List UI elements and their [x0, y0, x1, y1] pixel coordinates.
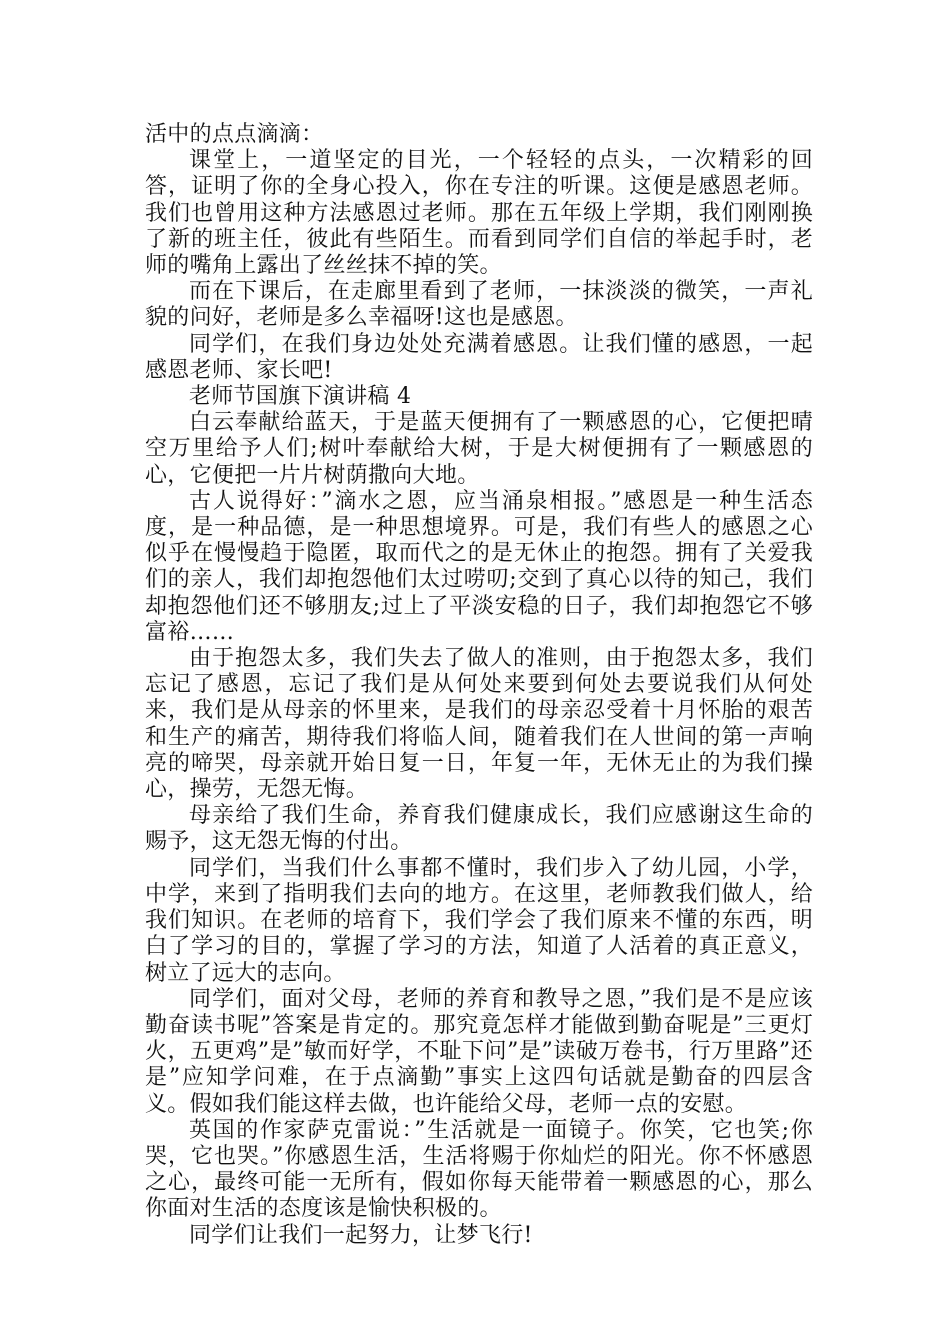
- paragraph: 而在下课后，在走廊里看到了老师，一抹淡淡的微笑，一声礼貌的问好，老师是多么幸福呀!这也是感恩。: [145, 279, 813, 331]
- paragraph: 课堂上，一道坚定的目光，一个轻轻的点头，一次精彩的回答，证明了你的全身心投入，你在专注的听课。这便是感恩老师。我们也曾用这种方法感恩过老师。那在五年级上学期，我们刚刚换了新的班主任，彼此有些陌生。而看到同学们自信的举起手时，老师的嘴角上露出了丝丝抹不掉的笑。: [145, 148, 813, 279]
- paragraph: 同学们，面对父母，老师的养育和教导之恩，”我们是不是应该勤奋读书呢”答案是肯定的。那究竟怎样才能做到勤奋呢是”三更灯火，五更鸡”是”敏而好学，不耻下问”是”读破万卷书，行万里路”还是”应知学问难，在于点滴勤”事实上这四句话就是勤奋的四层含义。假如我们能这样去做，也许能给父母，老师一点的安慰。: [145, 986, 813, 1117]
- paragraph: 同学们，当我们什么事都不懂时，我们步入了幼儿园，小学，中学，来到了指明我们去向的地方。在这里，老师教我们做人，给我们知识。在老师的培育下，我们学会了我们原来不懂的东西，明白了学习的目的，掌握了学习的方法，知道了人活着的真正意义，树立了远大的志向。: [145, 855, 813, 986]
- document-body: [145, 122, 813, 1249]
- paragraph: 由于抱怨太多，我们失去了做人的准则，由于抱怨太多，我们忘记了感恩，忘记了我们是从何处来要到何处去要说我们从何处来，我们是从母亲的怀里来，是我们的母亲忍受着十月怀胎的艰苦和生产的痛苦，期待我们将临人间，随着我们在人世间的第一声响亮的啼哭，母亲就开始日复一日，年复一年，无休无止的为我们操心，操劳，无怨无悔。: [145, 646, 813, 803]
- paragraph: 古人说得好：”滴水之恩，应当涌泉相报。”感恩是一种生活态度，是一种品德，是一种思想境界。可是，我们有些人的感恩之心似乎在慢慢趋于隐匿，取而代之的是无休止的抱怨。拥有了关爱我们的亲人，我们却抱怨他们太过唠叨;交到了真心以待的知己，我们却抱怨他们还不够朋友;过上了平淡安稳的日子，我们却抱怨它不够富裕……: [145, 488, 813, 645]
- section-heading: 老师节国旗下演讲稿 4: [189, 384, 412, 410]
- paragraph: 同学们让我们一起努力，让梦飞行!: [189, 1222, 533, 1248]
- paragraph: 英国的作家萨克雷说：”生活就是一面镜子。你笑，它也笑;你哭，它也哭。”你感恩生活，生活将赐于你灿烂的阳光。你不怀感恩之心，最终可能一无所有，假如你每天能带着一颗感恩的心，那么你面对生活的态度该是愉快积极的。: [145, 1117, 813, 1222]
- paragraph: 活中的点点滴滴：: [145, 122, 324, 147]
- paragraph: 同学们，在我们身边处处充满着感恩。让我们懂的感恩，一起感恩老师、家长吧!: [145, 331, 813, 383]
- paragraph: 母亲给了我们生命，养育我们健康成长，我们应感谢这生命的赐予，这无怨无悔的付出。: [145, 803, 813, 855]
- paragraph: 白云奉献给蓝天，于是蓝天便拥有了一颗感恩的心，它便把晴空万里给予人们;树叶奉献给大树，于是大树便拥有了一颗感恩的心，它便把一片片树荫撒向大地。: [145, 410, 813, 488]
